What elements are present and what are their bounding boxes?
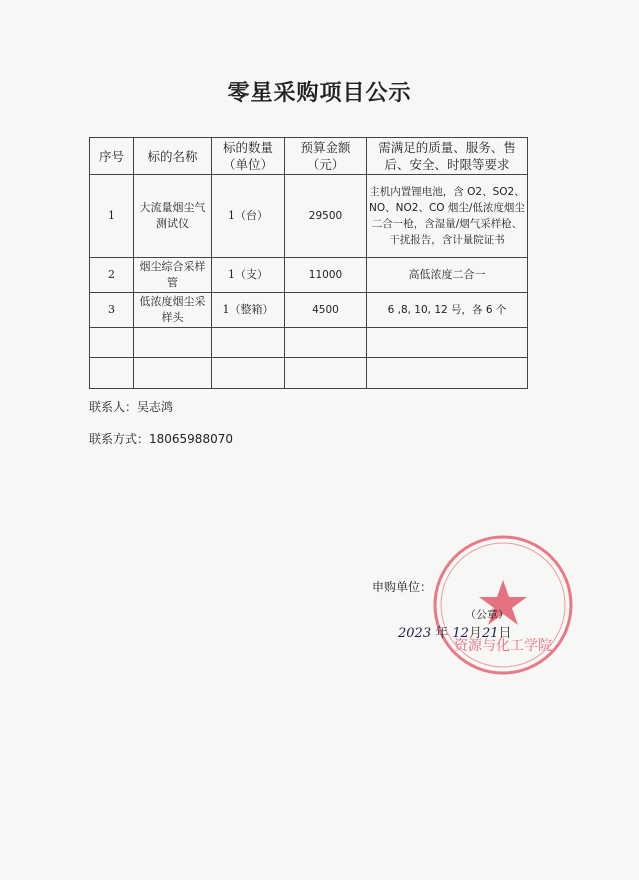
table-row <box>90 175 528 258</box>
cell-qty: 1（支） <box>212 258 285 293</box>
header-name: 标的名称 <box>134 138 212 175</box>
table-row-empty <box>90 358 528 389</box>
header-requirements: 需满足的质量、服务、售后、安全、时限等要求 <box>367 138 528 175</box>
date-day-suffix: 日 <box>498 626 512 641</box>
cell-qty: 1（台） <box>212 175 285 258</box>
date-month: 12 <box>452 626 469 641</box>
header-no: 序号 <box>90 138 134 175</box>
cell-requirements: 高低浓度二合一 <box>367 258 528 293</box>
cell-no: 2 <box>90 258 134 293</box>
cell-requirements: 主机内置锂电池，含 O2、SO2、NO、NO2、CO 烟尘/低浓度烟尘二合一枪，含湿量/烟气采样枪、干扰报告，含计量院证书 <box>367 175 528 258</box>
applicant-label: 申购单位： <box>372 580 433 594</box>
date-month-suffix: 月 <box>468 626 482 641</box>
official-seal <box>428 530 578 680</box>
contact-phone: 联系方式：18065988070 <box>89 432 233 446</box>
table-row <box>90 293 528 328</box>
cell-name: 低浓度烟尘采样头 <box>134 293 212 328</box>
cell-qty: 1（整箱） <box>212 293 285 328</box>
cell-name: 大流量烟尘气测试仪 <box>134 175 212 258</box>
cell-name: 烟尘综合采样管 <box>134 258 212 293</box>
cell-budget: 11000 <box>285 258 367 293</box>
cell-budget: 29500 <box>285 175 367 258</box>
cell-budget: 4500 <box>285 293 367 328</box>
cell-requirements: 6 ,8, 10, 12 号，各 6 个 <box>367 293 528 328</box>
date-year: 2023 <box>398 626 432 641</box>
page-title: 零星采购项目公示 <box>227 80 412 106</box>
contact-person: 联系人：吴志鸿 <box>89 400 174 414</box>
date-year-suffix: 年 <box>435 626 449 641</box>
cell-no: 3 <box>90 293 134 328</box>
table-header-row <box>90 138 528 175</box>
header-budget: 预算金额 （元） <box>285 138 367 175</box>
seal-note: （公章） <box>465 608 509 621</box>
signature-date <box>398 622 512 641</box>
procurement-table <box>89 137 528 389</box>
date-day: 21 <box>481 626 499 641</box>
header-qty: 标的数量 （单位） <box>212 138 285 175</box>
table-row-empty <box>90 328 528 358</box>
cell-no: 1 <box>90 175 134 258</box>
seal-text: 资源与化工学院 <box>454 638 552 654</box>
table-row <box>90 258 528 293</box>
